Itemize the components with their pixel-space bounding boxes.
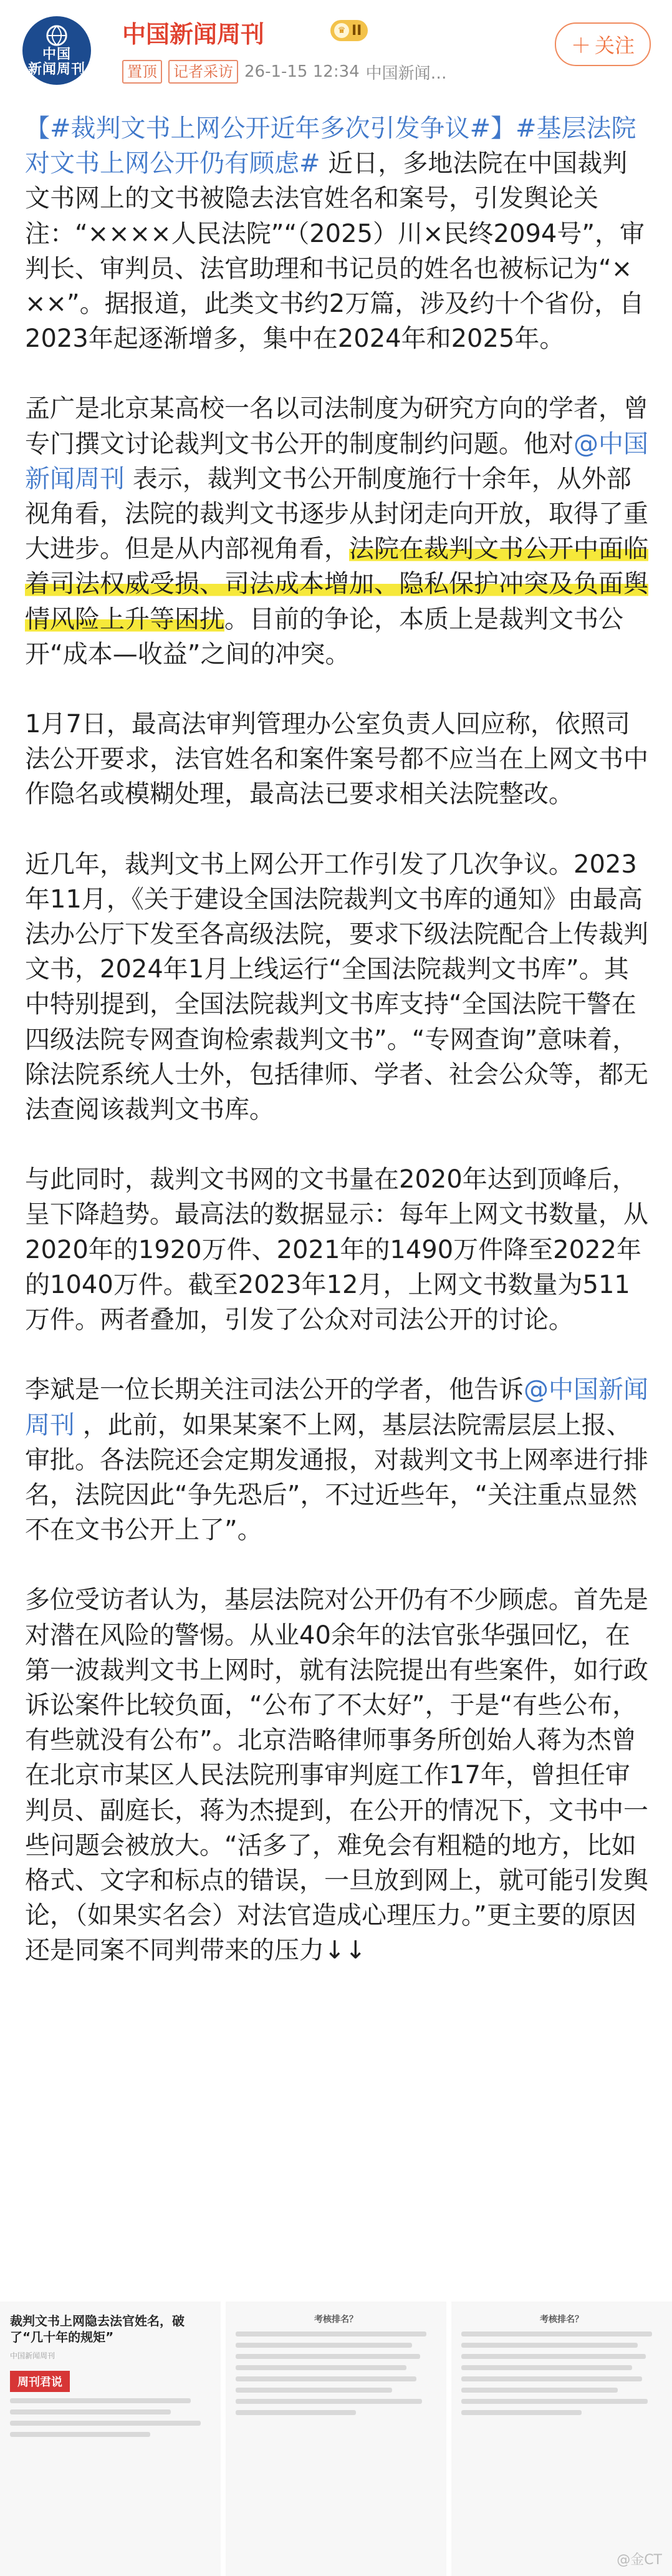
mention-link[interactable]: @中国新闻周刊 xyxy=(25,429,648,493)
watermark-text: @金CT xyxy=(617,2552,662,2568)
paragraph-text: ，此前，如果某案不上网，基层法院需层层上报、审批。各法院还会定期发通报，对裁判文书上网率进行排名，法院因此“争先恐后”，不过近些年，“关注重点显然不在文书公开上了”。 xyxy=(25,1410,648,1545)
attached-image-3[interactable] xyxy=(451,2302,672,2576)
avatar-text-line1: 中国 xyxy=(42,47,71,62)
mention-link[interactable]: @中国新闻周刊 xyxy=(25,1375,648,1440)
post-source: 中国新闻… xyxy=(365,64,447,83)
paragraph-6 xyxy=(25,1372,648,1547)
attached-image-1[interactable] xyxy=(0,2302,221,2576)
follow-button[interactable] xyxy=(555,22,651,66)
paragraph-4: 近几年，裁判文书上网公开工作引发了几次争议。2023年11月，《关于建设全国法院裁判文书库的通知》由最高法办公厅下发至各高级法院，要求下级法院配合上传裁判文书，2024年1月上线运行“全国法院裁判文书库”。其中特别提到，全国法院裁判文书库支持“全国法院干警在四级法院专网查询检索裁判文书”。“专网查询”意味着，除法院系统人士外，包括律师、学者、社会公众等，都无法查阅该裁判文书库。 xyxy=(25,850,648,1125)
post-timestamp: 26-1-15 12:34 xyxy=(244,62,360,81)
paragraph-text: 孟广是北京某高校一名以司法制度为研究方向的学者，曾专门撰文讨论裁判文书公开的制度制约问题。他对 xyxy=(25,394,648,458)
post-header xyxy=(0,0,672,100)
paragraph-text: 李斌是一位长期关注司法公开的学者，他告诉 xyxy=(25,1375,524,1405)
pinned-tag: 置顶 xyxy=(122,60,162,84)
attached-image-2[interactable] xyxy=(226,2302,446,2576)
crown-icon: ♛ xyxy=(334,23,349,38)
paragraph-text: 近日，多地法院在中国裁判文书网上的文书被隐去法官姓名和案号，引发舆论关注：“××××人民法院”“（2025）川×民终2094号”，审判长、审判员、法官助理和书记员的姓名也被标记为“×××”。据报道，此类文书约2万篇，涉及约十个省份，自2023年起逐渐增多，集中在2024年和2025年。 xyxy=(25,149,645,354)
plus-icon: ＋ xyxy=(570,34,591,57)
avatar-text-line2: 新闻周刊 xyxy=(27,62,85,77)
paragraph-text: 。目前的争论，本质上是裁判文书公开“成本—收益”之间的冲突。 xyxy=(25,604,623,669)
level-text: II xyxy=(352,22,362,39)
thumb-heading: 考核排名？ xyxy=(314,2315,358,2325)
thumb-title: 裁判文书上网隐去法官姓名，破了“几十年的规矩” xyxy=(10,2313,185,2345)
paragraph-3: 1月7日，最高法审判管理办公室负责人回应称，依照司法公开要求，法官姓名和案件案号都不应当在上网文书中作隐名或模糊处理，最高法已要求相关法院整改。 xyxy=(25,710,648,809)
account-name[interactable]: 中国新闻周刊 xyxy=(122,21,265,48)
paragraph-1 xyxy=(25,111,648,356)
highlighted-text: 法院在裁判文书公开中面临着司法权威受损、司法成本增加、隐私保护冲突及负面舆情风险上升等困扰 xyxy=(25,535,648,634)
post-body xyxy=(25,111,648,1968)
hashtag-link[interactable]: #基层法院对文书上网公开仍有顾虑# xyxy=(25,114,636,178)
account-avatar[interactable] xyxy=(22,16,91,85)
level-badge xyxy=(330,20,368,41)
follow-label: 关注 xyxy=(595,34,635,57)
paragraph-2 xyxy=(25,391,648,672)
attached-images xyxy=(0,2302,672,2576)
post-meta xyxy=(122,60,447,84)
thumb-meta: 中国新闻周刊 xyxy=(10,2351,55,2360)
globe-icon xyxy=(45,24,69,47)
paragraph-5: 与此同时，裁判文书网的文书量在2020年达到顶峰后，呈下降趋势。最高法的数据显示：每年上网文书数量，从2020年的1920万件、2021年的1490万件降至2022年的1040万件。截至2023年12月，上网文书数量为511万件。两者叠加，引发了公众对司法公开的讨论。 xyxy=(25,1165,648,1335)
paragraph-text: 表示，裁判文书公开制度施行十余年，从外部视角看，法院的裁判文书逐步从封闭走向开放，取得了重大进步。但是从内部视角看， xyxy=(25,464,648,564)
hashtag-link[interactable]: 【#裁判文书上网公开近年多次引发争议#】 xyxy=(25,114,516,143)
thumb-badge: 周刊君说 xyxy=(10,2371,70,2392)
thumb-heading: 考核排名？ xyxy=(540,2315,583,2325)
paragraph-7: 多位受访者认为，基层法院对公开仍有不少顾虑。首先是对潜在风险的警惕。从业40余年的法官张华强回忆，在第一波裁判文书上网时，就有法院提出有些案件，如行政诉讼案件比较负面，“公布了不太好”，于是“有些公布，有些就没有公布”。北京浩略律师事务所创始人蒋为杰曾在北京市某区人民法院刑事审判庭工作17年，曾担任审判员、副庭长，蒋为杰提到，在公开的情况下，文书中一些问题会被放大。“活多了，难免会有粗糙的地方，比如格式、文字和标点的错误，一旦放到网上，就可能引发舆论，（如果实名会）对法官造成心理压力。”更主要的原因还是同案不同判带来的压力↓↓ xyxy=(25,1586,648,1965)
reporter-tag: 记者采访 xyxy=(168,60,238,84)
